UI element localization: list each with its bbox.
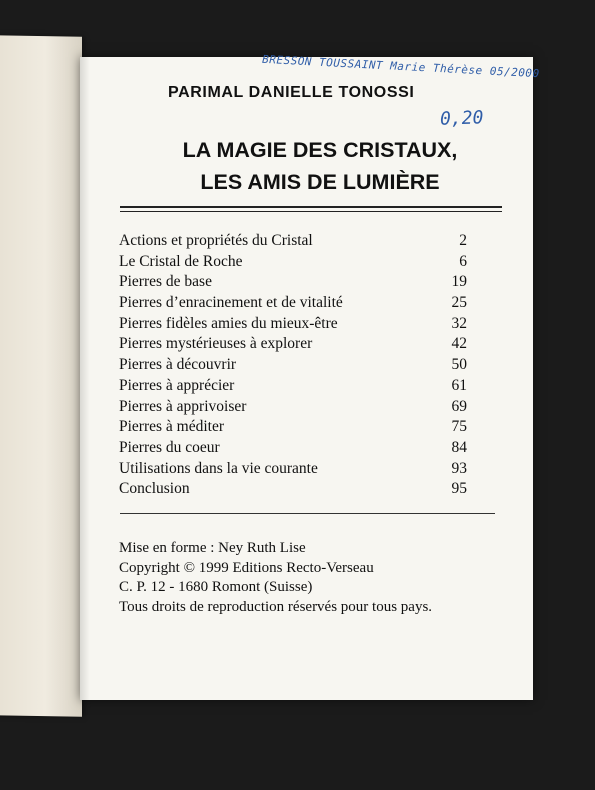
toc-entry-label: Le Cristal de Roche bbox=[119, 252, 243, 270]
toc-bottom-rule bbox=[120, 513, 495, 514]
toc-entry-label: Pierres de base bbox=[119, 273, 212, 291]
toc-entry-label: Utilisations dans la vie courante bbox=[119, 459, 318, 477]
toc-entry-label: Pierres d’enracinement et de vitalité bbox=[119, 294, 343, 312]
publisher-address: C. P. 12 - 1680 Romont (Suisse) bbox=[119, 579, 313, 595]
toc-entry bbox=[119, 398, 467, 419]
toc-entry-page: 19 bbox=[451, 273, 467, 291]
toc-entry bbox=[119, 460, 467, 481]
book-title bbox=[155, 134, 485, 198]
toc-entry bbox=[119, 480, 467, 501]
handwritten-owner-note: BRESSON TOUSSAINT Marie Thérèse 05/2000 bbox=[261, 52, 540, 81]
toc-entry-label: Conclusion bbox=[119, 480, 190, 498]
toc-entry-label: Pierres mystérieuses à explorer bbox=[119, 335, 313, 353]
toc-entry-page: 93 bbox=[451, 459, 467, 477]
book-title-line-2: LES AMIS DE LUMIÈRE bbox=[200, 170, 440, 194]
toc-entry-page: 50 bbox=[451, 356, 467, 374]
toc-entry-page: 84 bbox=[451, 438, 467, 456]
toc-entry-page: 95 bbox=[451, 480, 467, 498]
page-gutter-shadow bbox=[80, 57, 90, 700]
toc-entry-label: Pierres à découvrir bbox=[119, 356, 237, 374]
toc-entry-label: Actions et propriétés du Cristal bbox=[119, 232, 313, 249]
toc-entry-page: 75 bbox=[451, 418, 467, 436]
table-of-contents bbox=[119, 232, 467, 501]
toc-entry bbox=[119, 356, 467, 377]
book-title-line-1: LA MAGIE DES CRISTAUX, bbox=[182, 138, 458, 162]
toc-entry-page: 42 bbox=[451, 335, 467, 353]
toc-entry-label: Pierres fidèles amies du mieux-être bbox=[119, 314, 338, 332]
layout-credit: Mise en forme : Ney Ruth Lise bbox=[119, 540, 306, 556]
toc-entry bbox=[119, 294, 467, 315]
toc-entry bbox=[119, 253, 467, 274]
toc-entry bbox=[119, 273, 467, 294]
toc-entry-label: Pierres à méditer bbox=[119, 418, 225, 436]
toc-entry-page: 32 bbox=[451, 314, 467, 332]
rights-notice: Tous droits de reproduction réservés pour tous pays. bbox=[119, 598, 433, 615]
toc-entry-page: 2 bbox=[459, 232, 467, 249]
toc-entry-label: Pierres à apprivoiser bbox=[119, 397, 247, 415]
toc-entry-label: Pierres du coeur bbox=[119, 438, 220, 456]
author-name: PARIMAL DANIELLE TONOSSI bbox=[168, 84, 415, 101]
toc-entry bbox=[119, 418, 467, 439]
toc-entry bbox=[119, 232, 467, 253]
title-rule-thin bbox=[120, 211, 502, 212]
toc-entry-page: 6 bbox=[459, 252, 467, 270]
title-rule-thick bbox=[120, 206, 502, 208]
left-page-edge bbox=[0, 35, 82, 717]
copyright-line: Copyright © 1999 Editions Recto-Verseau bbox=[119, 559, 374, 576]
toc-entry-page: 61 bbox=[451, 376, 467, 394]
handwritten-price: 0,20 bbox=[439, 107, 484, 130]
toc-entry bbox=[119, 377, 467, 398]
toc-entry bbox=[119, 335, 467, 356]
toc-entry-label: Pierres à apprécier bbox=[119, 376, 235, 394]
toc-entry bbox=[119, 439, 467, 460]
toc-entry-page: 69 bbox=[451, 397, 467, 415]
publication-credits bbox=[119, 539, 432, 617]
toc-entry bbox=[119, 315, 467, 336]
toc-entry-page: 25 bbox=[451, 294, 467, 312]
